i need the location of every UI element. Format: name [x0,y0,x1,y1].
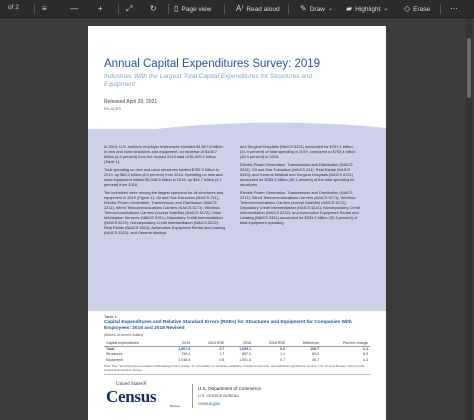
document-title: Annual Capital Expenditures Survey: 2019 [104,58,321,70]
highlight-icon: ▰ [346,4,353,13]
chevron-down-icon[interactable]: ⌄ [327,6,333,12]
column-header: Capital expenditures [104,340,165,347]
table-unit: (Billions of current dollars) [104,332,144,337]
release-id: EN-ACES [104,107,121,111]
paragraph: Ten industries were among the largest spenders for all structures and equipment in 2019 (Figure 1): Oil and Gas Extraction (NAICS 211); Electric Power Generation, Transmission and Distribution (NAICS 2211); Wired Telecommunications Carriers (NAICS 5171); Wireless Telecommunications Carriers (except Satellite) (NAICS 5172); Other Information Services (NAICS 5191); Depository Credit Intermediation (NAICS 5221); Nondepository Credit Intermediation (NAICS 5222); Real Estate (NAICS 5310); Automotive Equipment Rental and Leasing (NAICS 5321); and General Medical [104,190,226,235]
table-title: Capital Expenditures and Relative Standard Errors (RSEs) for Structures and Equipment for Companies With Employees: 2019 and 2018 Revised [104,320,352,331]
column-header: 2018 RSE [253,340,287,347]
highlight-button[interactable] [346,0,388,18]
bureau-name: U.S. CENSUS BUREAU [198,394,240,398]
paragraph: Total spending on new and used structures totaled $759.3 billion in 2019, up $62.0 billion (8.9 percent) from 2018. Spending on new and used equipment totaled $1,048.5 billion in 2019, up $46.7 billion (4.4 percent) from 2018. [104,167,223,187]
draw-button[interactable] [300,0,333,18]
footer-divider [104,374,370,375]
toolbar-separator [440,4,441,14]
footer-divider-vertical [192,384,193,408]
website-link[interactable]: census.gov [198,401,221,406]
table-cell: 697.3 [242,352,252,357]
toolbar-separator [168,4,169,14]
erase-label: Erase [413,5,431,13]
paragraph: Electric Power Generation, Transmission and Distribution (NAICS 2211); Oil and Gas Extraction (NAICS 211); Real Estate (NAICS 5310); and General Medical and Surgical Hospitals (NAICS 6221) accounted for $285.1 billion (40.1 percent) of the total spending for structures. [240,162,355,187]
paragraph: Electric Power Generation, Transmission and Distribution (NAICS 2211); Wired Telecommunications Carriers (NAICS 5171); Wireless Telecommunications Carriers (except Satellite) (NAICS 5172); Depository Credit Intermediation (NAICS 5221); Nondepository Credit Intermediation (NAICS 5222); and Automotive Equipment Rental and Leasing (NAICS 5321) accounted for $334.2 billion (30.4 percent) of total equipment spending. [240,190,360,225]
column-header: Difference [287,340,321,347]
zoom-out-button[interactable] [70,0,78,18]
table-cell: 1,699.1 [239,347,252,352]
read-aloud-label: Read aloud [246,5,280,13]
logo-united-states: United States® [116,382,147,387]
more-button[interactable] [450,0,458,18]
rotate-icon: ↻ [150,4,157,13]
table-cell: 108.7 [310,347,320,352]
department-name: U.S. Department of Commerce [198,386,262,391]
chevron-down-icon[interactable]: ⌄ [383,6,389,12]
row-label: Total [106,347,115,352]
logo-census: Census [106,387,157,406]
table-cell: 62.0 [312,352,320,357]
column-header: 2019 RSE [192,340,226,347]
table-cell: 46.7 [312,357,320,362]
release-date: Released April 29, 2021 [104,99,158,105]
highlight-label: Highlight [355,5,381,13]
fit-icon: ⤢ [126,4,133,13]
table-cell: 759.3 [181,352,191,357]
table-cell: 0.7 [280,357,286,362]
census-logo [104,382,194,414]
document-page [88,26,386,420]
scrollbar-thumb[interactable] [467,38,471,98]
pdf-toolbar [0,0,474,18]
table-cell: 1,807.8 [178,347,191,352]
table-cell: 1,001.8 [239,357,252,362]
table-row [104,357,370,362]
toolbar-separator [118,4,119,14]
column-header: 2019 [165,340,192,347]
row-label: Equipment [106,357,124,362]
column-header: Percent change [321,340,370,347]
table-note: Note: See "Technical Documentation/ Methodology/ Data Quality" for information on sampling variability, confidence intervals, and statistical significance. Source: U.S. Census Bureau, 2019 Annual Capital Expenditures Survey. [104,364,365,372]
summary-right-column [240,144,362,228]
table-cell: 0.6 [280,347,286,352]
table-label: Table 1. [104,314,119,319]
page-view-label: Page view [181,5,212,13]
more-icon: ⋯ [450,4,458,13]
table-cell: 6.4 [363,347,368,352]
logo-bureau: Bureau [170,404,180,408]
fit-page-button[interactable] [126,0,132,18]
menu-icon: ≡ [42,4,47,13]
read-aloud-icon: A⁾ [236,4,244,13]
table-1 [104,314,370,373]
column-header: 2018 [226,340,253,347]
page-view-icon: ▯ [174,4,179,13]
paragraph: and Surgical Hospitals (NAICS 6221) accounted for $757.1 billion (41.9 percent) of total spending in 2019, compared to $703.4 billion (38.9 percent) in 2018. [240,144,356,159]
capital-expenditures-table [104,340,370,363]
row-label: Structures [106,352,123,357]
draw-label: Draw [309,5,325,13]
erase-button[interactable] [404,0,430,18]
read-aloud-button[interactable] [236,0,280,18]
minus-icon: — [70,4,78,13]
summary-left-column [104,144,226,238]
draw-icon: ✎ [300,4,307,13]
page-indicator: of 2 [8,4,19,11]
menu-button[interactable] [42,0,47,18]
erase-icon: ◇ [404,4,411,13]
zoom-in-button[interactable] [98,0,103,18]
vertical-scrollbar[interactable] [466,18,472,420]
table-cell: 0.8 [219,357,225,362]
document-subtitle: Industries With the Largest Total Capital Expenditures for Structures and Equipment [104,73,313,88]
plus-icon: + [98,4,103,13]
table-cell: 8.9 [363,352,368,357]
toolbar-separator [288,4,289,14]
rotate-button[interactable] [150,0,157,18]
table-cell: 4.4 [363,357,368,362]
toolbar-separator [224,4,225,14]
paragraph: In 2019, U.S. nonfarm employer businesses invested $1,807.8 billion in new and used structures and equipment, an increase of $108.7 billion (6.4 percent) from the revised 2018 total of $1,699.1 billion (Table 1). [104,144,223,164]
toolbar-separator [34,4,35,14]
table-cell: 0.7 [219,347,225,352]
page-view-button[interactable] [174,0,211,18]
table-cell: 1.1 [280,352,286,357]
table-cell: 1.7 [219,352,225,357]
table-cell: 1,048.5 [178,357,191,362]
